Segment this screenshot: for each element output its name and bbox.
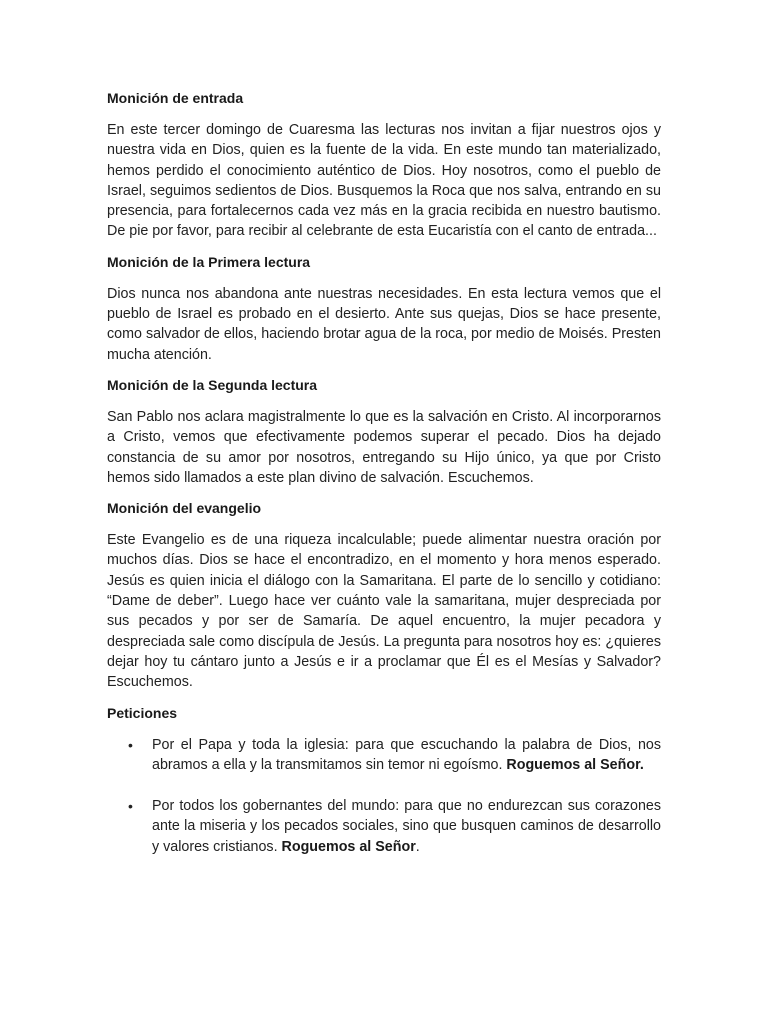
section-primera-lectura [107, 252, 661, 365]
section-heading: Peticiones [107, 704, 178, 721]
document-page [107, 88, 661, 878]
petition-response: Roguemos al Señor [281, 838, 416, 855]
bullet-icon: • [128, 736, 133, 753]
section-segunda-lectura [107, 375, 661, 488]
petition-item [107, 796, 661, 857]
petition-response: Roguemos al Señor. [506, 756, 644, 773]
section-paragraph: San Pablo nos aclara magistralmente lo que es la salvación en Cristo. Al incorporarnos a Cristo, vemos que efectivamente podemos superar el pecado. Dios ha dejado constancia de su amor por nosotros, entregando su Hijo único, ya que por Cristo hemos sido llamados a este plan divino de salvación. Escuchemos. [107, 408, 661, 486]
section-entrada [107, 88, 661, 242]
section-evangelio [107, 498, 661, 692]
section-paragraph: Dios nunca nos abandona ante nuestras necesidades. En esta lectura vemos que el pueblo de Israel es probado en el desierto. Ante sus quejas, Dios se hace presente, como salvador de ellos, haciendo brotar agua de la roca, por medio de Moisés. Presten mucha atención. [107, 285, 661, 363]
bullet-icon: • [128, 798, 133, 815]
petition-item [107, 735, 661, 776]
section-heading: Monición de entrada [107, 90, 244, 106]
section-heading: Monición de la Segunda lectura [107, 376, 318, 393]
section-paragraph: Este Evangelio es de una riqueza incalculable; puede alimentar nuestra oración por muchos días. Dios se hace el encontradizo, en el momento y hora menos esperado. Jesús es quien inicia el diálogo con la Samaritana. El parte de lo sencillo y cotidiano: “Dame de deber”. Luego hace ver cuánto vale la samaritana, mujer despreciada por sus pecados y por ser de Samaría. De aquel encuentro, la mujer pecadora y despreciada sale como discípula de Jesús. La pregunta para nosotros hoy es: ¿quieres dejar hoy tu cántaro junto a Jesús e ir a proclamar que Él es el Mesías y Salvador? Escuchemos. [107, 532, 661, 691]
section-heading: Monición del evangelio [107, 500, 262, 517]
section-paragraph: En este tercer domingo de Cuaresma las lecturas nos invitan a fijar nuestros ojos y nuestra vida en Dios, quien es la fuente de la vida. En este mundo tan materializado, hemos perdido el conocimiento auténtico de Dios. Hoy nosotros, como el pueblo de Israel, seguimos sedientos de Dios. Busquemos la Roca que nos salva, entrando en su presencia, para fortalecernos cada vez más en la gracia recibida en nuestro bautismo. De pie por favor, para recibir al celebrante de esta Eucaristía con el canto de entrada... [107, 122, 661, 240]
petition-text: Por todos los gobernantes del mundo: para que no endurezcan sus corazones ante la miseria y los pecados sociales, sino que busquen caminos de desarrollo y valores cristianos. [152, 798, 661, 855]
petition-tail: . [415, 838, 420, 855]
section-heading: Monición de la Primera lectura [107, 253, 311, 270]
section-peticiones [107, 703, 661, 857]
petition-text: Por el Papa y toda la iglesia: para que escuchando la palabra de Dios, nos abramos a ella y la transmitamos sin temor ni egoísmo. [152, 736, 661, 773]
petitions-list [107, 735, 661, 857]
